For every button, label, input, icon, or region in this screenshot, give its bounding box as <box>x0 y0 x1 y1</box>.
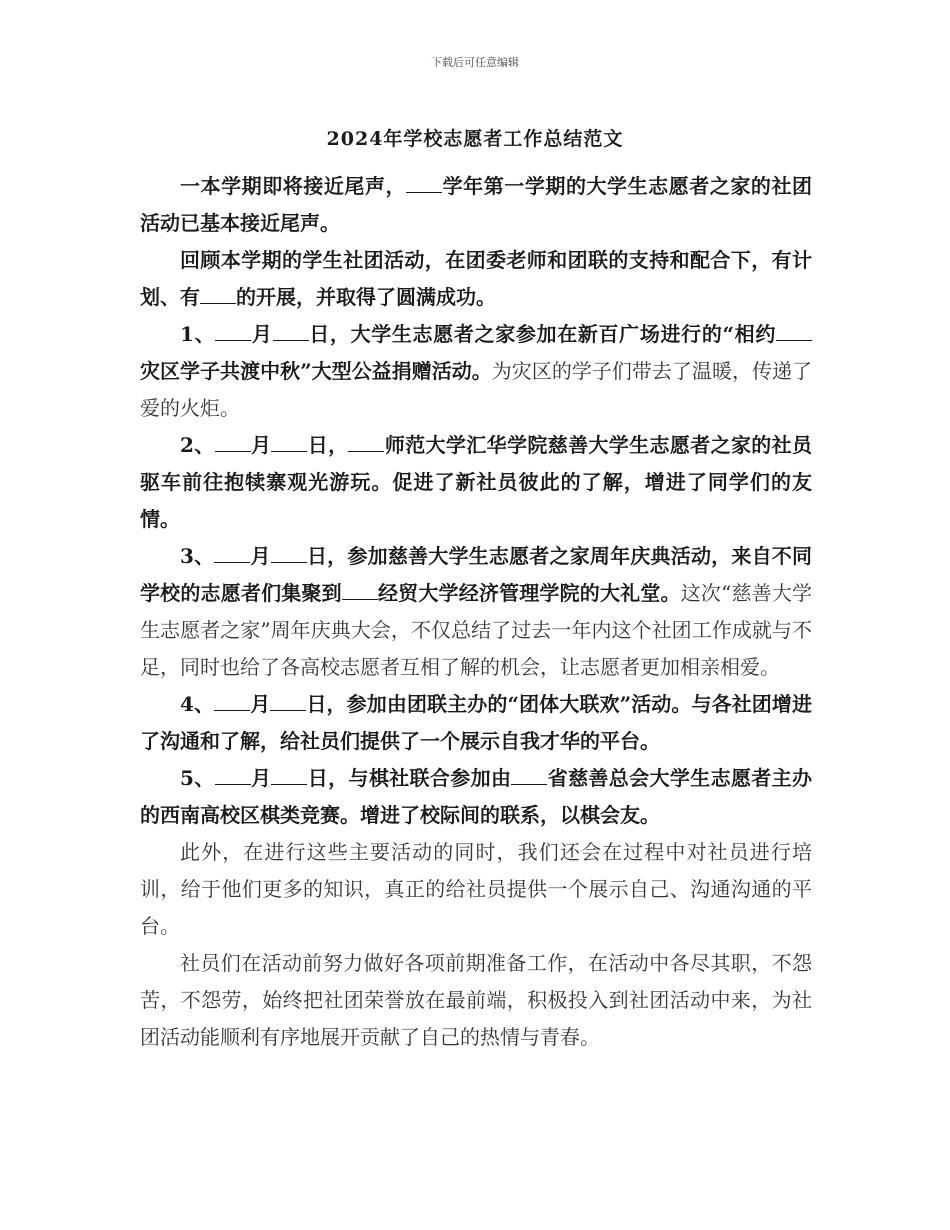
paragraph-item-5 <box>140 760 812 834</box>
blank-field <box>511 768 547 785</box>
text-segment: 5、 <box>180 766 215 790</box>
paragraph-conclusion <box>140 945 812 1056</box>
text-segment: 日，参加慈善大学生志愿者之家周年庆典活动，来自不同学校的志愿者们集聚到 <box>140 544 813 605</box>
text-segment: 社员们在活动前努力做好各项前期准备工作，在活动中各尽其职，不怨苦，不怨劳，始终把社团荣誉放在最前端，积极投入到社团活动中来，为社团活动能顺利有序地展开贡献了自己的热情与青春。 <box>140 951 812 1049</box>
text-segment: 月 <box>250 544 271 568</box>
text-segment: 灾区学子共渡中秋”大型公益捐赠活动。 <box>140 359 492 383</box>
paragraph-review <box>140 242 812 316</box>
blank-field <box>270 694 306 711</box>
blank-field <box>271 768 307 785</box>
text-segment: 月 <box>250 692 271 716</box>
blank-field <box>215 768 251 785</box>
blank-field <box>348 435 384 452</box>
text-segment: 学年第一学期的大学生志愿者之家的社团活动已基本接近尾声。 <box>140 174 813 235</box>
text-segment-regular: 这次“慈善大学生志愿者之家”周年庆典大会，不仅总结了过去一年内这个社团工作成就与不足，同时也给了各高校志愿者互相了解的机会，让志愿者更加相亲相爱。 <box>140 581 813 679</box>
blank-field <box>271 435 307 452</box>
blank-field <box>273 324 309 341</box>
blank-field <box>776 324 812 341</box>
text-segment: 日，参加由团联主办的“团体大联欢”活动。与各社团增进了沟通和了解，给社员们提供了一个展示自我才华的平台。 <box>140 692 813 753</box>
blank-field <box>271 546 307 563</box>
text-segment: 1、 <box>180 322 216 346</box>
text-segment: 4、 <box>180 692 215 716</box>
paragraph-training <box>140 834 812 945</box>
text-segment: 月 <box>251 322 273 346</box>
blank-field <box>214 694 250 711</box>
text-segment: 回顾本学期的学生社团活动，在团委老师和团联的支持和配合下，有计划、有 <box>140 248 812 309</box>
paragraph-item-2 <box>140 427 812 538</box>
blank-field <box>215 324 251 341</box>
blank-field <box>200 287 236 304</box>
blank-field <box>342 583 378 600</box>
blank-field <box>215 435 251 452</box>
text-segment: 月 <box>250 766 272 790</box>
blank-field <box>214 546 250 563</box>
text-segment: 3、 <box>180 544 215 568</box>
text-segment: 省慈善总会大学生志愿者主办的西南高校区棋类竞赛。增进了校际间的联系，以棋会友。 <box>140 766 813 827</box>
text-segment: 经贸大学经济管理学院的大礼堂。 <box>377 581 681 605</box>
text-segment: 日，与棋社联合参加由 <box>307 766 512 790</box>
paragraph-item-3 <box>140 538 812 686</box>
document-body <box>140 168 812 1056</box>
document-title: 2024年学校志愿者工作总结范文 <box>326 128 624 150</box>
paragraph-item-1 <box>140 316 812 427</box>
text-segment: 2、 <box>180 433 215 457</box>
text-segment: 日，大学生志愿者之家参加在新百广场进行的“相约 <box>308 322 776 346</box>
text-segment-regular: 为灾区的学子们带去了温暖，传递了爱的火炬。 <box>140 359 813 420</box>
text-segment: 月 <box>250 433 272 457</box>
paragraph-intro <box>140 168 812 242</box>
text-segment: 一本学期即将接近尾声， <box>180 174 407 198</box>
text-segment: 日， <box>307 433 349 457</box>
text-segment: 师范大学汇华学院慈善大学生志愿者之家的社员驱车前往抱犊寨观光游玩。促进了新社员彼此的了解，增进了同学们的友情。 <box>140 433 813 531</box>
text-segment: 此外，在进行这些主要活动的同时，我们还会在过程中对社员进行培训，给于他们更多的知识，真正的给社员提供一个展示自己、沟通沟通的平台。 <box>140 840 812 938</box>
paragraph-item-4 <box>140 686 812 760</box>
text-segment: 的开展，并取得了圆满成功。 <box>236 285 496 309</box>
page-header-note: 下载后可任意编辑 <box>431 56 519 69</box>
blank-field <box>406 176 442 193</box>
